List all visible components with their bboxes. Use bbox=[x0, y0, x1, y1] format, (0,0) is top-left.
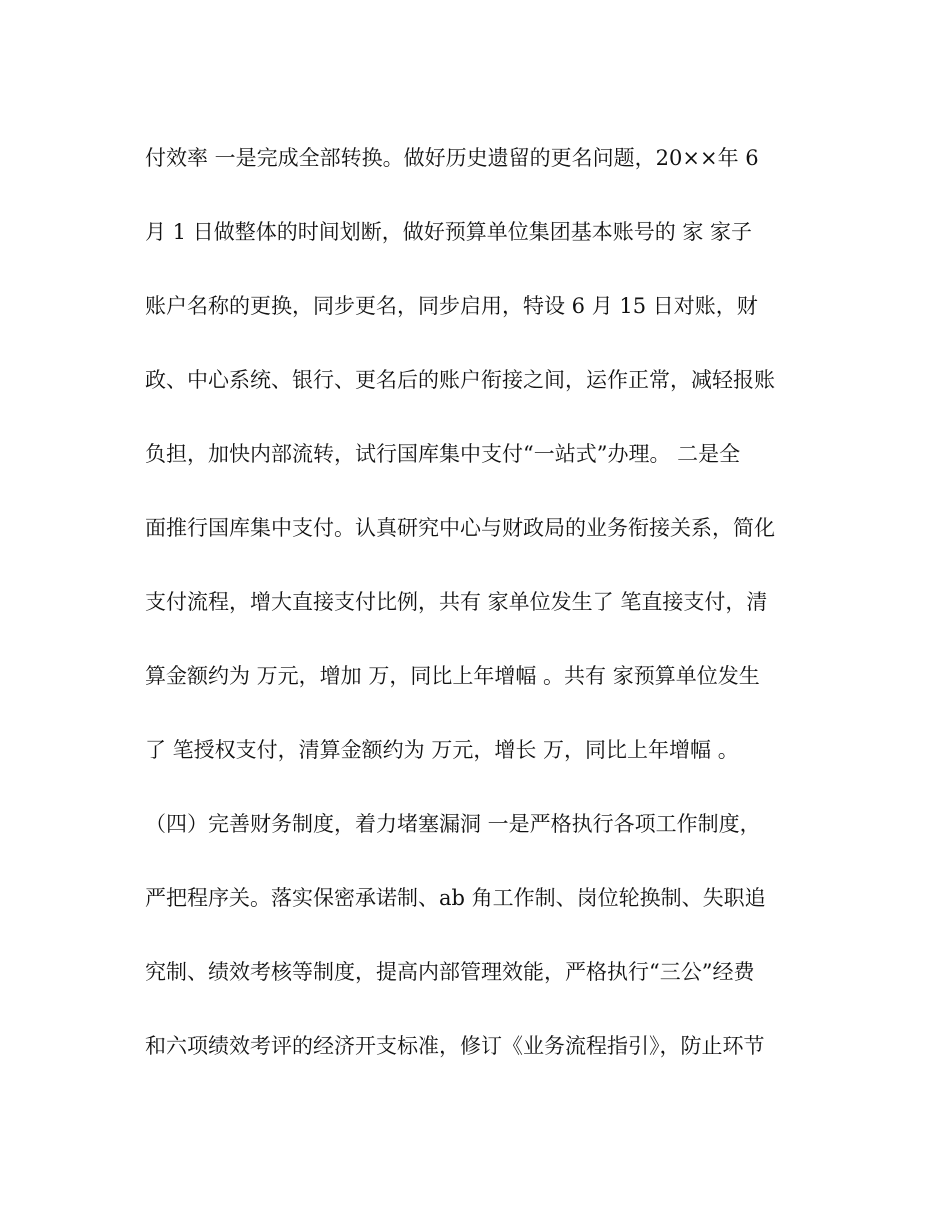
text-line-6: 面推行国库集中支付。认真研究中心与财政局的业务衔接关系，简化 bbox=[145, 516, 775, 540]
text-line-4: 政、中心系统、银行、更名后的账户衔接之间，运作正常，减轻报账 bbox=[145, 368, 775, 392]
body-text bbox=[145, 136, 805, 1098]
text-line-10: （四）完善财务制度，着力堵塞漏洞 一是严格执行各项工作制度， bbox=[145, 812, 761, 836]
text-line-11: 严把程序关。落实保密承诺制、ab 角工作制、岗位轮换制、失职追 bbox=[145, 886, 766, 910]
text-line-9: 了 笔授权支付，清算金额约为 万元，增长 万，同比上年增幅 。 bbox=[145, 738, 739, 762]
text-line-12: 究制、绩效考核等制度，提高内部管理效能，严格执行“三公”经费 bbox=[145, 960, 755, 984]
text-line-2: 月 1 日做整体的时间划断，做好预算单位集团基本账号的 家 家子 bbox=[145, 220, 753, 244]
text-line-8: 算金额约为 万元，增加 万，同比上年增幅 。共有 家预算单位发生 bbox=[145, 664, 760, 688]
text-line-1: 付效率 一是完成全部转换。做好历史遗留的更名问题，20××年 6 bbox=[145, 146, 759, 170]
text-line-7: 支付流程，增大直接支付比例，共有 家单位发生了 笔直接支付，清 bbox=[145, 590, 768, 614]
text-line-5: 负担，加快内部流转，试行国库集中支付“一站式”办理。 二是全 bbox=[145, 442, 741, 466]
text-line-13: 和六项绩效考评的经济开支标准，修订《业务流程指引》，防止环节 bbox=[145, 1034, 765, 1058]
text-line-3: 账户名称的更换，同步更名，同步启用，特设 6 月 15 日对账，财 bbox=[145, 294, 758, 318]
